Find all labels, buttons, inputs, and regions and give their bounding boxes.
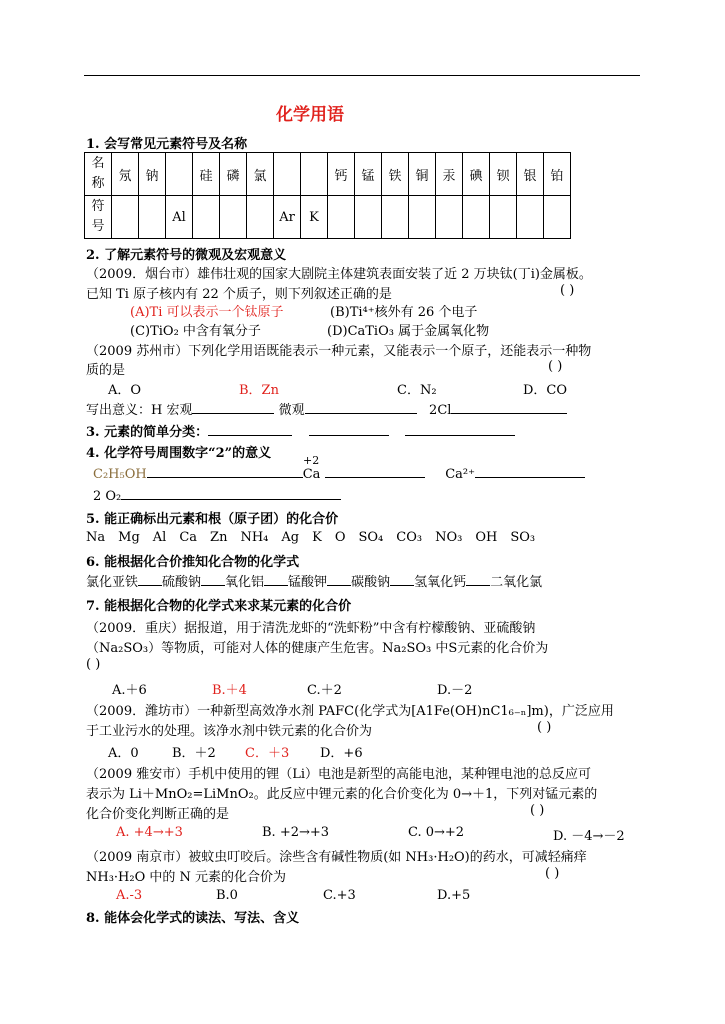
element-symbol-cell[interactable]	[544, 196, 571, 239]
blank-2o2[interactable]	[121, 487, 341, 500]
section-8-heading: 8. 能体会化学式的读法、写法、含义	[86, 911, 300, 926]
blank-class-1[interactable]	[208, 423, 292, 436]
s2-q2-line1: （2009 苏州市）下列化学用语既能表示一种元素，又能表示一个原子，还能表示一种物	[86, 344, 592, 359]
element-name-cell: 碘	[463, 153, 490, 196]
valence-item: CO₃	[396, 530, 423, 545]
formula-c2h5oh: C₂H₅OH	[93, 467, 147, 482]
valence-item: NH₄	[240, 530, 269, 545]
valence-item: Mg	[118, 530, 140, 545]
valence-item: SO₄	[358, 530, 384, 545]
row-label-symbol: 符 号	[85, 196, 112, 239]
s7-q4-option-c: C.+3	[323, 888, 356, 903]
valence-item: Ag	[281, 530, 300, 545]
s4-line1	[93, 465, 585, 482]
formula-blank[interactable]	[327, 573, 351, 586]
element-name-cell: 银	[517, 153, 544, 196]
compound-name: 碳酸钠	[351, 575, 391, 590]
s7-q3-option-c: C. 0→+2	[408, 825, 465, 840]
meaning-macro-label: 写出意义：H 宏观	[86, 403, 193, 418]
s2-option-c: (C)TiO₂ 中含有氧分子	[130, 324, 261, 339]
blank-ca2plus[interactable]	[475, 465, 585, 478]
element-name-cell: 氖	[112, 153, 139, 196]
s7-q4-option-d: D.+5	[437, 888, 471, 903]
compound-name: 锰酸钾	[288, 575, 328, 590]
element-symbol-cell[interactable]	[112, 196, 139, 239]
s2-option-b: (B)Ti⁴⁺核外有 26 个电子	[330, 305, 478, 320]
s7-q2-option-d: D．+6	[320, 746, 363, 761]
element-symbol-cell: K	[301, 196, 328, 239]
s2-q2-option-c: C．N₂	[397, 383, 437, 398]
compound-name: 二氧化氯	[490, 575, 543, 590]
valence-item: O	[334, 530, 346, 545]
s7-q1-option-b: B.＋4	[212, 683, 247, 698]
s7-q2-option-c: C．＋3	[245, 746, 290, 761]
element-name-cell: 钠	[139, 153, 166, 196]
section-4-heading: 4. 化学符号周围数字“2”的意义	[86, 446, 272, 461]
element-name-cell[interactable]	[274, 153, 301, 196]
s2-q1-answer-paren: ( )	[560, 283, 575, 298]
s7-q3-option-d: D. －4→－2	[553, 829, 625, 844]
s7-q3-answer-paren: ( )	[530, 803, 545, 818]
page-title: 化学用语	[276, 105, 344, 125]
compound-name: 硫酸钠	[162, 575, 202, 590]
formula-blank[interactable]	[201, 573, 225, 586]
blank-ca[interactable]	[325, 465, 425, 478]
valence-item: SO₃	[510, 530, 536, 545]
element-symbol-cell[interactable]	[517, 196, 544, 239]
section-3-line	[86, 421, 515, 440]
compound-name: 氯化亚铁	[86, 575, 139, 590]
s7-q2-answer-paren: ( )	[537, 720, 552, 735]
formula-blank[interactable]	[390, 573, 414, 586]
s7-q4-option-a: A.-3	[116, 888, 143, 903]
valence-item: OH	[475, 530, 498, 545]
meaning-2cl-label: 2Cl	[429, 403, 452, 418]
element-name-cell: 锰	[355, 153, 382, 196]
valence-item-list	[86, 530, 548, 545]
element-symbol-cell[interactable]	[193, 196, 220, 239]
s2-meaning-line	[86, 399, 567, 418]
section-7-heading: 7. 能根据化合物的化学式来求某元素的化合价	[86, 599, 352, 614]
element-symbol-cell[interactable]	[490, 196, 517, 239]
blank-class-2[interactable]	[309, 423, 389, 436]
formula-blank[interactable]	[138, 573, 162, 586]
formula-ca: Ca	[302, 467, 321, 482]
s7-q3-line1: （2009 雅安市）手机中使用的锂（Li）电池是新型的高能电池，某种锂电池的总反应可	[86, 767, 592, 782]
element-symbol-cell[interactable]	[463, 196, 490, 239]
formula-blank[interactable]	[264, 573, 288, 586]
s2-q2-option-b: B．Zn	[239, 383, 279, 398]
s2-q2-line2: 质的是	[86, 363, 126, 378]
element-name-cell: 汞	[436, 153, 463, 196]
meaning-micro-label: 微观	[278, 403, 305, 418]
element-name-cell[interactable]	[301, 153, 328, 196]
element-symbol-cell[interactable]	[409, 196, 436, 239]
formula-blank[interactable]	[466, 573, 490, 586]
element-name-cell: 钙	[328, 153, 355, 196]
valence-item: Ca	[179, 530, 198, 545]
s7-q4-option-b: B.0	[216, 888, 238, 903]
s7-q1-line3: ( )	[86, 657, 101, 672]
section-1-heading: 1. 会写常见元素符号及名称	[86, 137, 248, 152]
s7-q4-line1: （2009 南京市）被蚊虫叮咬后。涂些含有碱性物质(如 NH₃·H₂O)的药水，可减轻痛痒	[86, 850, 587, 865]
s7-q1-option-c: C.＋2	[307, 683, 342, 698]
s2-option-a: (A)Ti 可以表示一个钛原子	[130, 305, 284, 320]
element-name-cell: 钡	[490, 153, 517, 196]
s7-q3-option-b: B. +2→+3	[262, 825, 330, 840]
element-name-cell: 铜	[409, 153, 436, 196]
top-rule	[84, 75, 640, 76]
element-symbol-cell[interactable]	[382, 196, 409, 239]
element-symbol-cell[interactable]	[328, 196, 355, 239]
s2-q2-option-a: A．O	[108, 383, 142, 398]
compound-name-list	[86, 571, 542, 590]
s7-q3-option-a: A. +4→+3	[116, 825, 183, 840]
element-name-cell: 铁	[382, 153, 409, 196]
s2-q2-option-d: D．CO	[523, 383, 568, 398]
s7-q2-option-b: B．＋2	[172, 746, 216, 761]
element-symbol-cell[interactable]	[139, 196, 166, 239]
s7-q1-option-a: A.＋6	[112, 683, 147, 698]
s7-q1-line2: （Na₂SO₃）等物质，可能对人体的健康产生危害。Na₂SO₃ 中S元素的化合价为	[86, 641, 549, 656]
s4-line2	[93, 487, 341, 504]
s7-q3-line2: 表示为 Li＋MnO₂=LiMnO₂。此反应中锂元素的化合价变化为 0→＋1，下列对锰元素的	[86, 787, 598, 802]
element-symbol-cell[interactable]	[247, 196, 274, 239]
blank-2cl[interactable]	[451, 401, 567, 414]
s7-q4-answer-paren: ( )	[545, 866, 560, 881]
s7-q1-line1: （2009．重庆）据报道，用于清洗龙虾的“洗虾粉”中含有柠檬酸钠、亚硫酸钠	[86, 621, 536, 636]
element-name-cell: 磷	[220, 153, 247, 196]
s7-q3-line3: 化合价变化判断正确的是	[86, 807, 230, 822]
blank-c2h5oh[interactable]	[147, 465, 303, 478]
element-symbol-cell: Ar	[274, 196, 301, 239]
section-2-heading: 2. 了解元素符号的微观及宏观意义	[86, 248, 287, 263]
element-symbol-cell[interactable]	[220, 196, 247, 239]
element-name-cell: 氯	[247, 153, 274, 196]
valence-item: K	[312, 530, 322, 545]
s7-q4-line2: NH₃·H₂O 中的 N 元素的化合价为	[86, 870, 287, 885]
element-symbol-cell[interactable]	[355, 196, 382, 239]
section-5-heading: 5. 能正确标出元素和根（原子团）的化合价	[86, 512, 339, 527]
s7-q1-option-d: D.－2	[437, 683, 473, 698]
blank-macro[interactable]	[192, 401, 274, 414]
s7-q2-line2: 于工业污水的处理。该净水剂中铁元素的化合价为	[86, 724, 373, 739]
element-table	[84, 152, 571, 239]
valence-item: Zn	[210, 530, 228, 545]
element-symbol-cell: Al	[166, 196, 193, 239]
s7-q2-line1: （2009．潍坊市）一种新型高效净水剂 PAFC(化学式为[A1Fe(OH)nC1₆₋ₙ]m)，广泛应用	[86, 704, 614, 719]
compound-name: 氢氧化钙	[414, 575, 467, 590]
section-3-heading: 3. 元素的简单分类：	[86, 425, 209, 440]
s7-q2-option-a: A．0	[108, 746, 139, 761]
element-name-cell: 硅	[193, 153, 220, 196]
valence-item: NO₃	[435, 530, 463, 545]
s2-q2-answer-paren: ( )	[548, 359, 563, 374]
s2-q1-line1: （2009．烟台市）雄伟壮观的国家大剧院主体建筑表面安装了近 2 万块钛(丁i)金属板。	[86, 267, 592, 282]
blank-class-3[interactable]	[405, 423, 515, 436]
formula-ca2plus: Ca²⁺	[445, 467, 475, 482]
row-label-name: 名 称	[85, 153, 112, 196]
formula-2o2: 2 O₂	[93, 489, 122, 504]
ca-valence-superscript: +2	[303, 454, 320, 467]
valence-item: Na	[86, 530, 106, 545]
element-name-cell[interactable]	[166, 153, 193, 196]
compound-name: 氧化铝	[225, 575, 265, 590]
s2-option-d: (D)CaTiO₃ 属于金属氧化物	[327, 324, 490, 339]
valence-item: Al	[152, 530, 167, 545]
section-6-heading: 6. 能根据化合价推知化合物的化学式	[86, 555, 300, 570]
element-symbol-cell[interactable]	[436, 196, 463, 239]
blank-micro[interactable]	[305, 401, 417, 414]
element-name-cell: 铂	[544, 153, 571, 196]
s2-q1-line2: 已知 Ti 原子核内有 22 个质子，则下列叙述正确的是	[86, 287, 392, 302]
